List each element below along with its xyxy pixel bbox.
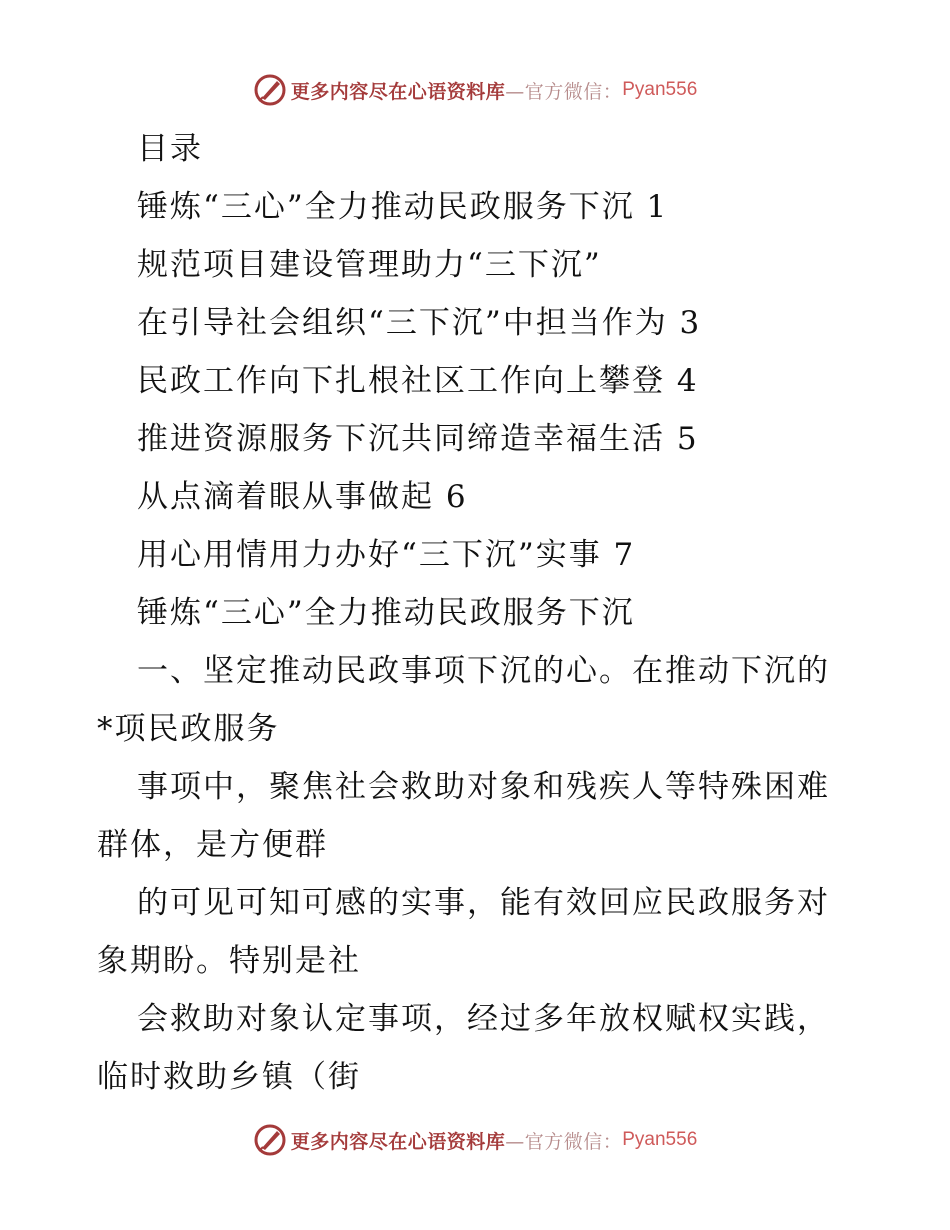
header-wechat-id: Pyan556 <box>622 79 698 100</box>
toc-entry: 推进资源服务下沉共同缔造幸福生活 5 <box>137 421 699 457</box>
paragraph-line: 临时救助乡镇（街 <box>97 1059 361 1095</box>
document-body <box>97 120 857 1106</box>
toc-entry: 用心用情用力办好“三下沉”实事 7 <box>137 537 636 573</box>
paragraph-line: 会救助对象认定事项，经过多年放权赋权实践， <box>137 1001 830 1037</box>
toc-heading: 目录 <box>137 131 203 167</box>
paragraph-line: 事项中，聚焦社会救助对象和残疾人等特殊困难 <box>137 769 830 805</box>
header-title: 更多内容尽在心语资料库 <box>290 80 506 103</box>
paragraph-line: *项民政服务 <box>97 711 280 747</box>
footer-wechat-id: Pyan556 <box>622 1129 698 1150</box>
toc-entry: 在引导社会组织“三下沉”中担当作为 3 <box>137 305 702 341</box>
paragraph-line: 群体，是方便群 <box>97 827 328 863</box>
paragraph-line: 象期盼。特别是社 <box>97 943 361 979</box>
toc-entry: 规范项目建设管理助力“三下沉” <box>137 247 602 283</box>
paragraph-line: 一、坚定推动民政事项下沉的心。在推动下沉的 <box>137 653 830 689</box>
paragraph-line: 的可见可知可感的实事，能有效回应民政服务对 <box>137 885 830 921</box>
quill-logo-icon <box>253 1123 287 1157</box>
quill-logo-icon <box>253 73 287 107</box>
toc-entry: 民政工作向下扎根社区工作向上攀登 4 <box>137 363 699 399</box>
header-wechat-label: —官方微信： <box>505 80 623 103</box>
header-watermark <box>0 70 950 110</box>
toc-entry: 从点滴着眼从事做起 6 <box>137 479 468 515</box>
article-title: 锤炼“三心”全力推动民政服务下沉 <box>137 595 635 631</box>
footer-title: 更多内容尽在心语资料库 <box>290 1130 506 1153</box>
footer-wechat-label: —官方微信： <box>505 1130 623 1153</box>
footer-watermark <box>0 1120 950 1160</box>
toc-entry: 锤炼“三心”全力推动民政服务下沉 1 <box>137 189 669 225</box>
